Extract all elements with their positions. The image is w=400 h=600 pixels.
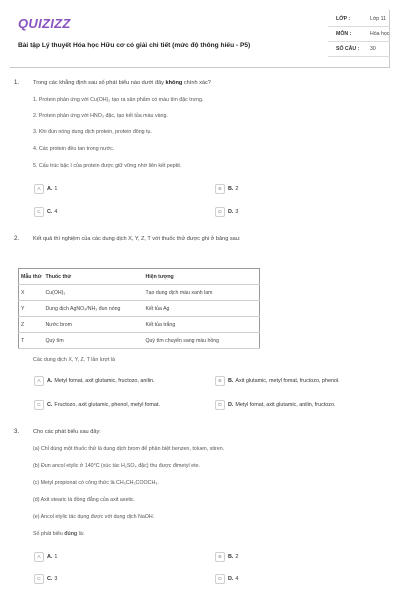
- statement: 2. Protein phản ứng với HNO₃ đặc, tạo kết tủa màu vàng.: [33, 113, 168, 119]
- option-d[interactable]: D D. Metyl fomat, axit glutamic, anilin, fructozo.: [215, 400, 335, 410]
- option-b[interactable]: B B. 2: [215, 184, 238, 194]
- table-row: [19, 285, 260, 301]
- option-letter-box: B: [215, 184, 225, 194]
- question-number: 2.: [14, 236, 20, 242]
- statement: (c) Metyl propionat có công thức là CH₃CH₂COOCH₃.: [33, 480, 159, 486]
- statement: 5. Cấu trúc bậc I của protein được giữ vững nhờ liên kết peptit.: [33, 163, 182, 169]
- option-a[interactable]: A A. 1: [34, 552, 57, 562]
- option-letter-box: C: [34, 400, 44, 410]
- question-text: Kết quả thí nghiệm của các dung dịch X, Y, Z, T với thuốc thử được ghi ở bảng sau:: [33, 236, 241, 242]
- statement: (e) Ancol etylic tác dụng được với dung dịch NaOH.: [33, 514, 155, 520]
- statement: (b) Đun ancol etylic ở 140°C (xúc tác H₂SO₄ đặc) thu được đimetyl ete.: [33, 463, 200, 469]
- option-letter-box: C: [34, 207, 44, 217]
- question-prompt: Số phát biểu đúng là:: [33, 531, 85, 537]
- experiment-table: [18, 268, 260, 349]
- option-letter-box: B: [215, 376, 225, 386]
- meta-row-subject: [328, 27, 390, 42]
- option-letter-box: A: [34, 552, 44, 562]
- table-cell: Y: [19, 301, 44, 317]
- option-c[interactable]: C C. 3: [34, 574, 57, 584]
- table-cell: X: [19, 285, 44, 301]
- option-b[interactable]: B B. 2: [215, 552, 238, 562]
- worksheet-title: Bài tập Lý thuyết Hóa học Hữu cơ có giải chi tiết (mức độ thông hiểu - P5): [18, 42, 251, 49]
- statement: (a) Chỉ dùng một thuốc thử là dung dịch brom để phân biệt benzen, toluen, stiren.: [33, 446, 225, 452]
- emphasis: đúng: [64, 531, 78, 537]
- option-letter-box: D: [215, 574, 225, 584]
- statement: 3. Khi đun nóng dung dịch protein, protein đông tụ.: [33, 129, 152, 135]
- emphasis: không: [165, 80, 183, 86]
- statement: 1. Protein phản ứng với Cu(OH)₂ tạo ra sản phẩm có màu tím đặc trưng.: [33, 97, 204, 103]
- option-c[interactable]: C C. Fructozo, axit glutamic, phenol, metyl fomat.: [34, 400, 160, 410]
- option-b[interactable]: B B. Axit glutamic, metyl fomat, fructozo, phenol.: [215, 376, 340, 386]
- option-d[interactable]: D D. 3: [215, 207, 238, 217]
- meta-row-count: [328, 42, 390, 57]
- table-header-row: [19, 269, 260, 285]
- table-cell: Kết tủa trắng: [144, 317, 260, 333]
- table-row: [19, 301, 260, 317]
- table-cell: Dung dịch AgNO₃/NH₃ đun nóng: [44, 301, 144, 317]
- question-3: [14, 429, 389, 594]
- question-text: Cho các phát biểu sau đây:: [33, 429, 101, 435]
- table-cell: T: [19, 333, 44, 349]
- question-prompt: Các dung dịch X, Y, Z, T lần lượt là: [33, 357, 116, 363]
- column-header: Hiện tượng: [144, 269, 260, 285]
- question-1: [14, 80, 389, 230]
- option-c[interactable]: C C. 4: [34, 207, 57, 217]
- column-header: Mẫu thử: [19, 269, 44, 285]
- option-letter-box: B: [215, 552, 225, 562]
- meta-value: Lớp 11: [370, 16, 386, 22]
- table-row: [19, 317, 260, 333]
- worksheet-header: [10, 10, 390, 68]
- question-number: 1.: [14, 80, 20, 86]
- question-text: Trong các khẳng định sau số phát biểu nào dưới đây không chính xác?: [33, 80, 211, 86]
- option-letter-box: A: [34, 184, 44, 194]
- option-a[interactable]: A A. Metyl fomat, axit glutamic, fructozo, anilin.: [34, 376, 154, 386]
- option-letter-box: C: [34, 574, 44, 584]
- table-cell: Kết tủa Ag: [144, 301, 260, 317]
- table-cell: Z: [19, 317, 44, 333]
- question-2-options: [14, 356, 389, 416]
- meta-key: LỚP :: [336, 16, 351, 22]
- meta-key: MÔN :: [336, 31, 352, 37]
- table-cell: Quỳ tím chuyển sang màu hồng: [144, 333, 260, 349]
- column-header: Thuốc thử: [44, 269, 144, 285]
- quizizz-logo: QUIZIZZ: [18, 16, 71, 31]
- table-cell: Nước brom: [44, 317, 144, 333]
- meta-value: 30: [370, 46, 376, 52]
- option-a[interactable]: A A. 1: [34, 184, 57, 194]
- meta-value: Hóa học: [370, 31, 390, 37]
- statement: (d) Axit stearic là đồng đẳng của axit axetic.: [33, 497, 136, 503]
- meta-table: [328, 12, 390, 57]
- statement: 4. Các protein đều tan trong nước.: [33, 146, 115, 152]
- option-letter-box: A: [34, 376, 44, 386]
- table-cell: Cu(OH)₂: [44, 285, 144, 301]
- meta-key: SỐ CÂU :: [336, 46, 360, 52]
- option-letter-box: D: [215, 400, 225, 410]
- option-d[interactable]: D D. 4: [215, 574, 238, 584]
- table-cell: Quỳ tím: [44, 333, 144, 349]
- option-letter-box: D: [215, 207, 225, 217]
- question-number: 3.: [14, 429, 20, 435]
- meta-row-grade: [328, 12, 390, 27]
- table-row: [19, 333, 260, 349]
- table-cell: Tạo dung dịch màu xanh lam: [144, 285, 260, 301]
